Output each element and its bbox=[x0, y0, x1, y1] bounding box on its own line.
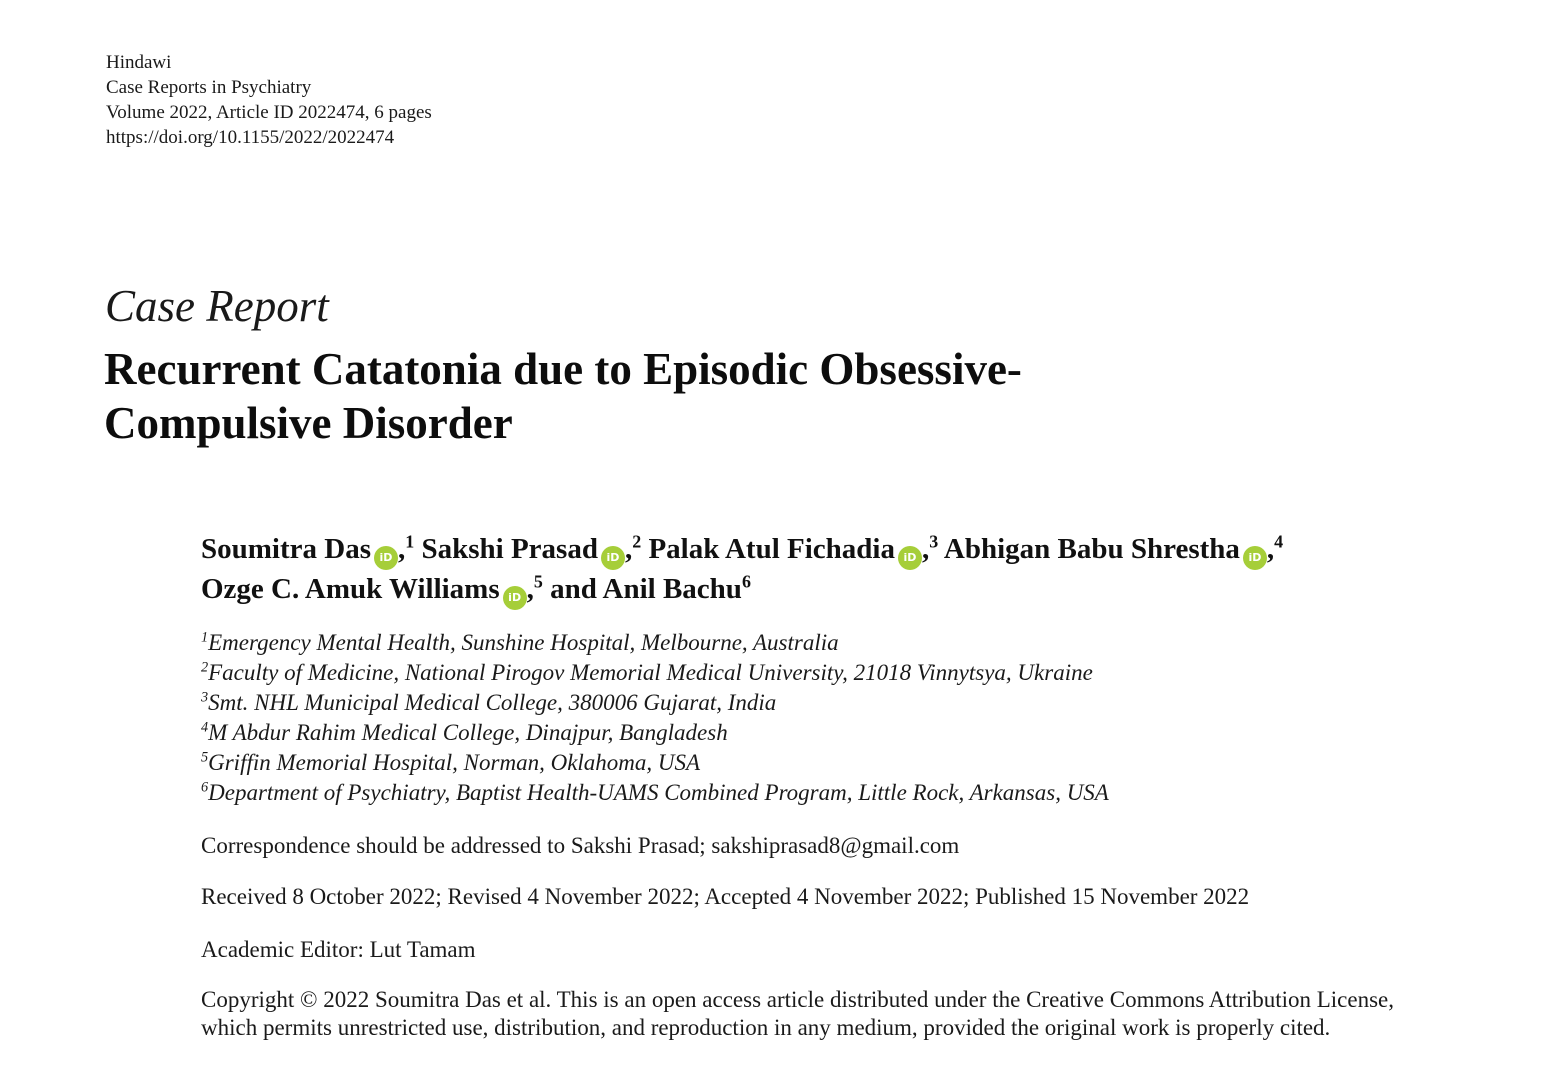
affiliation-text: M Abdur Rahim Medical College, Dinajpur, Bangladesh bbox=[208, 720, 728, 745]
article-type: Case Report bbox=[105, 281, 329, 331]
correspondence-note: Correspondence should be addressed to Sakshi Prasad; sakshiprasad8@gmail.com bbox=[201, 833, 960, 858]
publication-dates: Received 8 October 2022; Revised 4 November 2022; Accepted 4 November 2022; Published 15 November 2022 bbox=[201, 884, 1250, 909]
author-separator: , bbox=[624, 533, 633, 565]
affiliation-list bbox=[201, 628, 1109, 808]
affiliation-number: 3 bbox=[201, 689, 209, 706]
author-list bbox=[201, 530, 1461, 610]
orcid-icon[interactable]: iD bbox=[374, 546, 398, 570]
affiliation-text: Department of Psychiatry, Baptist Health-UAMS Combined Program, Little Rock, Arkansas, USA bbox=[208, 780, 1109, 805]
orcid-icon[interactable]: iD bbox=[503, 586, 527, 610]
author-name: Soumitra Das bbox=[201, 533, 371, 565]
title-line-2: Compulsive Disorder bbox=[104, 398, 513, 448]
affiliation bbox=[201, 628, 1109, 658]
author-prefix: and bbox=[550, 573, 603, 605]
author-separator: , bbox=[397, 533, 406, 565]
affiliation-number: 1 bbox=[201, 629, 209, 646]
affiliation-number: 5 bbox=[201, 749, 209, 766]
article-title bbox=[104, 342, 1184, 450]
orcid-icon[interactable]: iD bbox=[898, 546, 922, 570]
author-separator: , bbox=[526, 573, 534, 605]
copyright-line-2: which permits unrestricted use, distribution, and reproduction in any medium, provided the original work is properly cited. bbox=[201, 1015, 1331, 1040]
affiliation bbox=[201, 688, 1109, 718]
doi-link[interactable]: https://doi.org/10.1155/2022/2022474 bbox=[106, 127, 395, 148]
journal-masthead bbox=[106, 50, 432, 150]
affiliation-text: Smt. NHL Municipal Medical College, 380006 Gujarat, India bbox=[208, 690, 777, 715]
affiliation-number: 4 bbox=[201, 719, 209, 736]
title-line-1: Recurrent Catatonia due to Episodic Obsessive- bbox=[104, 344, 1022, 394]
affiliation-number: 6 bbox=[201, 779, 209, 796]
affiliation-ref: 6 bbox=[741, 571, 751, 592]
author-name: Anil Bachu bbox=[602, 573, 742, 605]
author bbox=[648, 533, 938, 565]
volume-info: Volume 2022, Article ID 2022474, 6 pages bbox=[106, 102, 432, 123]
affiliation-text: Faculty of Medicine, National Pirogov Memorial Medical University, 21018 Vinnytsya, Ukraine bbox=[208, 660, 1093, 685]
affiliation-text: Emergency Mental Health, Sunshine Hospital, Melbourne, Australia bbox=[208, 630, 839, 655]
affiliation-number: 2 bbox=[201, 659, 209, 676]
author bbox=[201, 573, 543, 605]
author-line-2 bbox=[201, 570, 1461, 610]
author bbox=[944, 533, 1283, 565]
author-line-1 bbox=[201, 530, 1461, 570]
affiliation bbox=[201, 658, 1109, 688]
affiliation bbox=[201, 778, 1109, 808]
affiliation-ref: 3 bbox=[929, 531, 939, 552]
affiliation-text: Griffin Memorial Hospital, Norman, Oklahoma, USA bbox=[208, 750, 701, 775]
copyright-line-1: Copyright © 2022 Soumitra Das et al. This is an open access article distributed under the Creative Commons Attribution License, bbox=[201, 987, 1395, 1012]
affiliation bbox=[201, 718, 1109, 748]
author-separator: , bbox=[921, 533, 930, 565]
affiliation-ref: 2 bbox=[632, 531, 642, 552]
journal-name: Case Reports in Psychiatry bbox=[106, 77, 312, 98]
author-name: Palak Atul Fichadia bbox=[648, 533, 895, 565]
author-name: Sakshi Prasad bbox=[421, 533, 598, 565]
orcid-icon[interactable]: iD bbox=[1243, 546, 1267, 570]
author bbox=[550, 573, 751, 605]
author bbox=[421, 533, 641, 565]
affiliation-ref: 5 bbox=[533, 571, 543, 592]
author-separator: , bbox=[1266, 533, 1275, 565]
orcid-icon[interactable]: iD bbox=[601, 546, 625, 570]
author bbox=[201, 533, 414, 565]
affiliation-ref: 1 bbox=[405, 531, 415, 552]
copyright-notice bbox=[201, 986, 1451, 1042]
affiliation-ref: 4 bbox=[1274, 531, 1284, 552]
author-name: Abhigan Babu Shrestha bbox=[943, 533, 1240, 565]
author-name: Ozge C. Amuk Williams bbox=[201, 573, 500, 605]
affiliation bbox=[201, 748, 1109, 778]
publisher-name: Hindawi bbox=[106, 52, 172, 73]
academic-editor: Academic Editor: Lut Tamam bbox=[201, 937, 476, 962]
